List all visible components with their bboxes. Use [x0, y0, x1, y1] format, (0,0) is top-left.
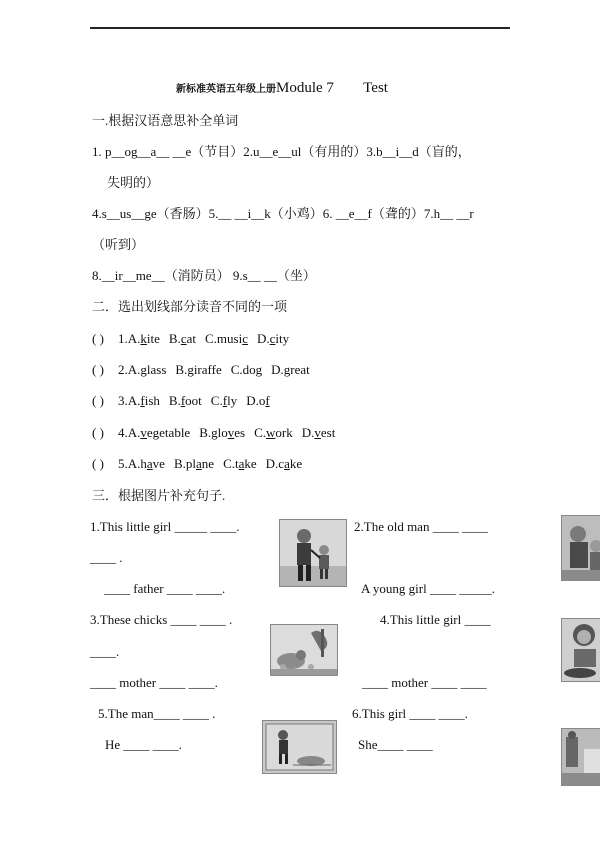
choice-question-4: [92, 425, 335, 441]
title-test: Test: [363, 80, 388, 96]
option-prefix: C.: [254, 425, 267, 440]
section1-line1b: 失明的）: [107, 175, 160, 190]
title-chinese: 新标准英语五年级上册: [176, 84, 276, 95]
option-c: [231, 362, 262, 377]
q5-line1: 5.The man____ ____ .: [98, 706, 216, 721]
underlined-letter: a: [146, 456, 153, 471]
page-title: [176, 80, 388, 98]
option-prefix: B.: [168, 393, 181, 408]
option-b: [174, 456, 214, 471]
picture-girl-cropped: [561, 728, 600, 786]
option-prefix: D.: [256, 331, 270, 346]
option-suffix: ite: [146, 331, 160, 346]
q6-line1: 6.This girl ____ ____.: [352, 706, 468, 721]
q2-line1-cont: ____ .: [90, 550, 123, 565]
option-c: [254, 425, 293, 440]
option-prefix: A.: [127, 425, 141, 440]
option-prefix: A.: [127, 393, 141, 408]
section2-heading: 二．选出划线部分读音不同的一项: [92, 299, 288, 314]
underlined-letter: w: [266, 425, 276, 440]
q1-line2: ____ father ____ ____.: [104, 581, 226, 596]
option-a: [128, 425, 190, 440]
option-suffix: ish: [144, 393, 160, 408]
option-prefix: D.: [301, 425, 315, 440]
q2-line1: 2.The old man ____ ____: [354, 519, 488, 534]
choice-question-2: [92, 362, 310, 378]
option-prefix: A.: [127, 331, 141, 346]
option-d: [302, 425, 336, 440]
underlined-letter: c: [269, 331, 276, 346]
underlined-letter: a: [196, 456, 202, 471]
question-number: 5.: [118, 456, 128, 471]
option-b: [175, 362, 221, 377]
top-rule: [90, 27, 510, 29]
option-c: [211, 393, 237, 408]
question-number: 4.: [118, 425, 128, 440]
answer-blank[interactable]: ( ): [92, 456, 104, 471]
option-b: [169, 393, 202, 408]
underlined-letter: c: [180, 331, 187, 346]
option-suffix: ork: [275, 425, 293, 440]
underlined-letter: a: [238, 456, 245, 471]
option-prefix: C.musi: [204, 331, 243, 346]
option-suffix: at: [186, 331, 196, 346]
underlined-letter: g: [255, 362, 263, 377]
choice-question-1: [92, 331, 289, 347]
option-c: [205, 331, 248, 346]
picture-old-man-cropped: [561, 515, 600, 581]
option-suffix: est: [320, 425, 336, 440]
answer-blank[interactable]: ( ): [92, 393, 104, 408]
section1-heading: 一.根据汉语意思补全单词: [92, 113, 239, 128]
option-a: [128, 393, 160, 408]
option-b: [199, 425, 245, 440]
q5-line2: He ____ ____.: [105, 737, 182, 752]
picture-chicks-and-mother: [270, 624, 338, 676]
q3-line1: 3.These chicks ____ ____ .: [90, 612, 233, 627]
option-prefix: B.: [168, 331, 181, 346]
option-c: [223, 456, 257, 471]
answer-blank[interactable]: ( ): [92, 362, 104, 377]
option-suffix: ke: [244, 456, 257, 471]
option-prefix: B.pl: [173, 456, 196, 471]
option-suffix: reat: [290, 362, 310, 377]
option-suffix: lass: [146, 362, 167, 377]
option-suffix: egetable: [146, 425, 191, 440]
underlined-letter: k: [140, 331, 147, 346]
option-prefix: A.: [127, 362, 141, 377]
underlined-letter: v: [314, 425, 321, 440]
option-prefix: D.: [271, 362, 284, 377]
option-prefix: D.o: [246, 393, 266, 408]
option-suffix: es: [234, 425, 246, 440]
option-a: [128, 456, 165, 471]
choice-question-5: [92, 456, 302, 472]
option-b: [169, 331, 196, 346]
option-d: [257, 331, 289, 346]
option-d: [271, 362, 310, 377]
underlined-letter: v: [140, 425, 147, 440]
option-prefix: A.h: [127, 456, 147, 471]
q4-line2: ____ mother ____ ____: [362, 675, 487, 690]
option-prefix: C.: [210, 393, 223, 408]
underlined-letter: g: [283, 362, 291, 377]
underlined-letter: g: [140, 362, 147, 377]
underlined-letter: f: [265, 393, 270, 408]
option-suffix: ne: [201, 456, 215, 471]
picture-man: [262, 720, 337, 774]
q6-line2: She____ ____: [358, 737, 433, 752]
question-number: 3.: [118, 393, 128, 408]
q2-line2: A young girl ____ _____.: [361, 581, 495, 596]
answer-blank[interactable]: ( ): [92, 425, 104, 440]
option-suffix: iraffe: [193, 362, 222, 377]
answer-blank[interactable]: ( ): [92, 331, 104, 346]
option-suffix: ve: [152, 456, 165, 471]
q1-line1: 1.This little girl _____ ____.: [90, 519, 240, 534]
option-suffix: ity: [275, 331, 290, 346]
section1-line1: 1. p__og__a__ __e（节目）2.u__e__ul（有用的）3.b__i__d（盲的，: [92, 144, 471, 159]
option-d: [266, 456, 302, 471]
option-d: [246, 393, 269, 408]
title-module: Module 7: [276, 80, 334, 96]
underlined-letter: g: [187, 362, 194, 377]
option-a: [128, 331, 160, 346]
underlined-letter: v: [227, 425, 235, 440]
choice-question-3: [92, 393, 270, 409]
question-number: 2.: [118, 362, 128, 377]
section1-line2b: （听到）: [92, 237, 145, 252]
underlined-letter: f: [140, 393, 145, 408]
underlined-letter: c: [242, 331, 248, 346]
option-suffix: ly: [227, 393, 238, 408]
option-a: [128, 362, 167, 377]
picture-girl-and-father: [279, 519, 347, 587]
option-prefix: B.: [175, 362, 188, 377]
underlined-letter: f: [222, 393, 228, 408]
section3-heading: 三．根据图片补充句子.: [92, 488, 226, 503]
option-prefix: D.c: [265, 456, 285, 471]
underlined-letter: f: [180, 393, 186, 408]
q3-line1-cont: ____.: [90, 644, 120, 659]
section1-line3: 8.__ir__me__（消防员） 9.s__ __（坐）: [92, 268, 316, 283]
question-number: 1.: [118, 331, 128, 346]
option-prefix: C.t: [223, 456, 239, 471]
option-suffix: ke: [289, 456, 303, 471]
option-suffix: oot: [185, 393, 202, 408]
underlined-letter: a: [284, 456, 290, 471]
option-prefix: C.do: [230, 362, 256, 377]
q4-line1: 4.This little girl ____: [380, 612, 491, 627]
section1-line2: 4.s__us__ge（香肠）5.__ __i__k（小鸡）6. __e__f（聋的）7.h__ __r: [92, 206, 474, 221]
picture-girl-and-mother-cropped: [561, 618, 600, 682]
option-prefix: B.glo: [199, 425, 228, 440]
q3-line2: ____ mother ____ ____.: [90, 675, 218, 690]
